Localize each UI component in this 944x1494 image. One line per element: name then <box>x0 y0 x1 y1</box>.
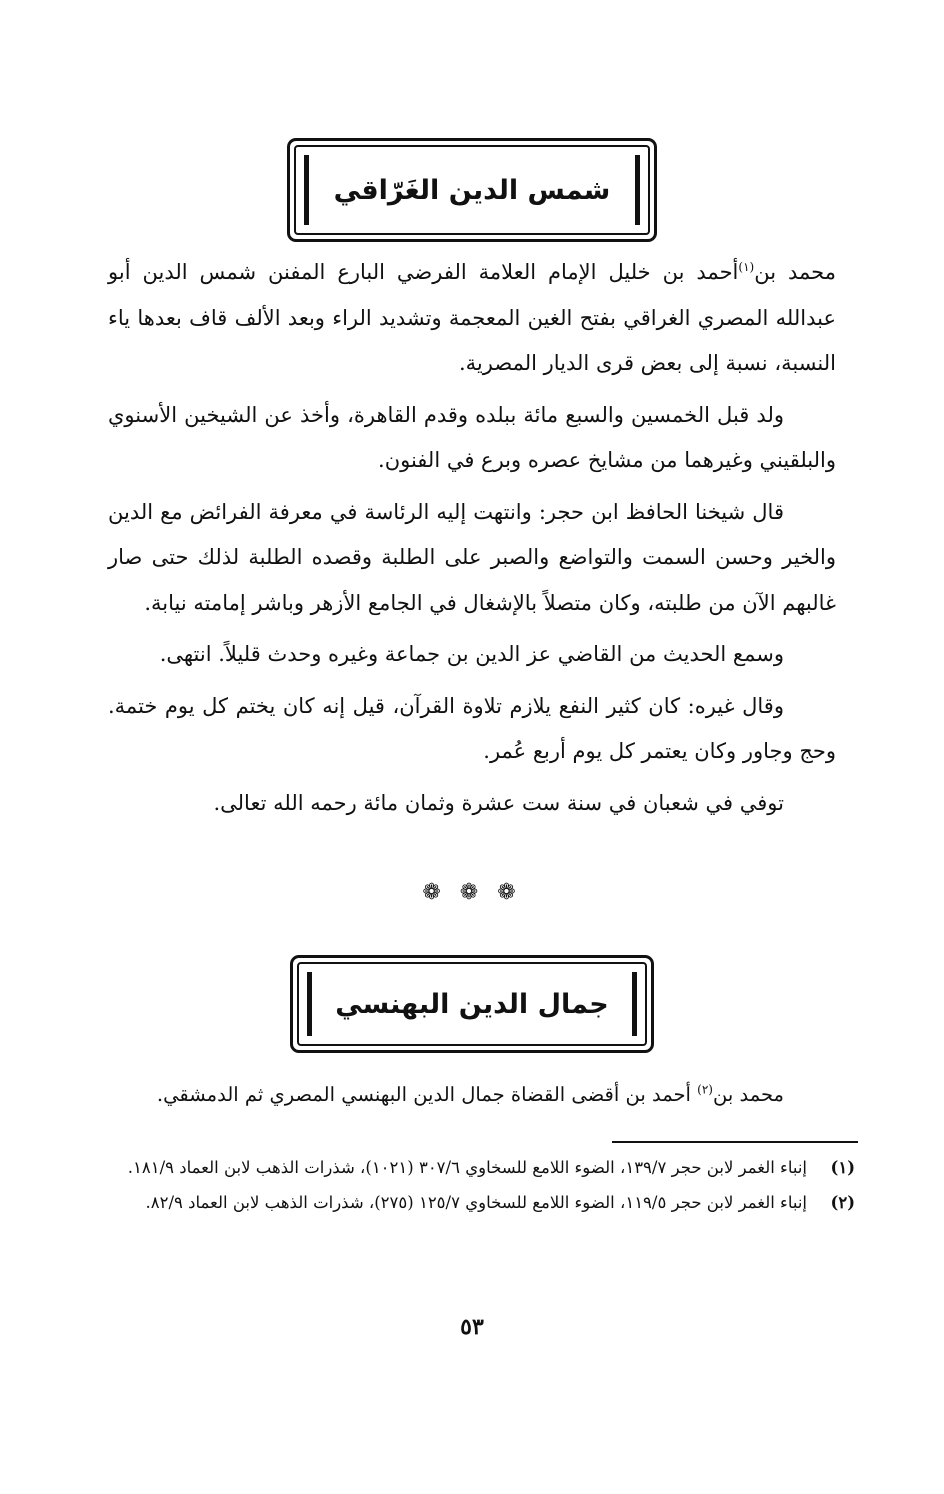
section-body <box>108 250 836 832</box>
footnote-text: إنباء الغمر لابن حجر ١٣٩/٧، الضوء اللامع للسخاوي ٣٠٧/٦ (١٠٢١)، شذرات الذهب لابن العماد ١٨١/٩. <box>127 1158 807 1177</box>
section-title-inner-frame <box>294 145 650 235</box>
footnote-number: (١) <box>830 1158 855 1177</box>
section-title-frame <box>290 955 654 1053</box>
footnote-ref[interactable]: (٢) <box>697 1082 713 1097</box>
separator-ornament-icon: ❁ ❁ ❁ <box>422 880 522 905</box>
paragraph: قال شيخنا الحافظ ابن حجر: وانتهت إليه الرئاسة في معرفة الفرائض مع الدين والخير وحسن السمت والتواضع والصبر على الطلبة وقصده الطلبة لذلك حتى صار غالبهم الآن من طلبته، وكان متصلاً بالإشغال في الجامع الأزهر وباشر إمامته نيابة. <box>108 499 837 615</box>
section-title: جمال الدين البهنسي <box>335 988 609 1020</box>
paragraph-text: أحمد بن أقضى القضاة جمال الدين البهنسي المصري ثم الدمشقي. <box>156 1083 698 1106</box>
section-title: شمس الدين الغَرّاقي <box>333 174 611 206</box>
footnote-number: (٢) <box>830 1193 855 1212</box>
paragraph-text: محمد بن <box>754 260 836 284</box>
footnote-text: إنباء الغمر لابن حجر ١١٩/٥، الضوء اللامع للسخاوي ١٢٥/٧ (٢٧٥)، شذرات الذهب لابن العماد ٨٢/٩. <box>145 1193 807 1212</box>
page-number: ٥٣ <box>460 1314 484 1340</box>
paragraph <box>108 250 836 387</box>
section-title-frame <box>287 138 657 242</box>
footnote-divider <box>612 1141 858 1143</box>
paragraph-text: محمد بن <box>712 1083 784 1106</box>
footnote <box>105 1187 855 1218</box>
paragraph: توفي في شعبان في سنة ست عشرة وثمان مائة رحمه الله تعالى. <box>213 790 784 815</box>
section-title-inner-frame <box>297 962 647 1046</box>
paragraph <box>108 1072 836 1118</box>
footnotes <box>105 1152 855 1222</box>
paragraph: وقال غيره: كان كثير النفع يلازم تلاوة القرآن، قيل إنه كان يختم كل يوم ختمة. وحج وجاور وكان يعتمر كل يوم أربع عُمر. <box>108 693 836 763</box>
paragraph: ولد قبل الخمسين والسبع مائة ببلده وقدم القاهرة، وأخذ عن الشيخين الأسنوي والبلقيني وغيرهما من مشايخ عصره وبرع في الفنون. <box>108 402 836 472</box>
footnote-ref[interactable]: (١) <box>738 260 755 274</box>
section-body <box>108 1072 836 1124</box>
footnote <box>105 1152 855 1183</box>
paragraph-text: أحمد بن خليل الإمام العلامة الفرضي البارع المفنن شمس الدين أبو عبدالله المصري الغراقي بفتح الغين المعجمة وتشديد الراء وبعد الألف قاف بعدها ياء النسبة، نسبة إلى بعض قرى الديار المصرية. <box>108 260 836 375</box>
paragraph: وسمع الحديث من القاضي عز الدين بن جماعة وغيره وحدث قليلاً. انتهى. <box>159 642 784 666</box>
